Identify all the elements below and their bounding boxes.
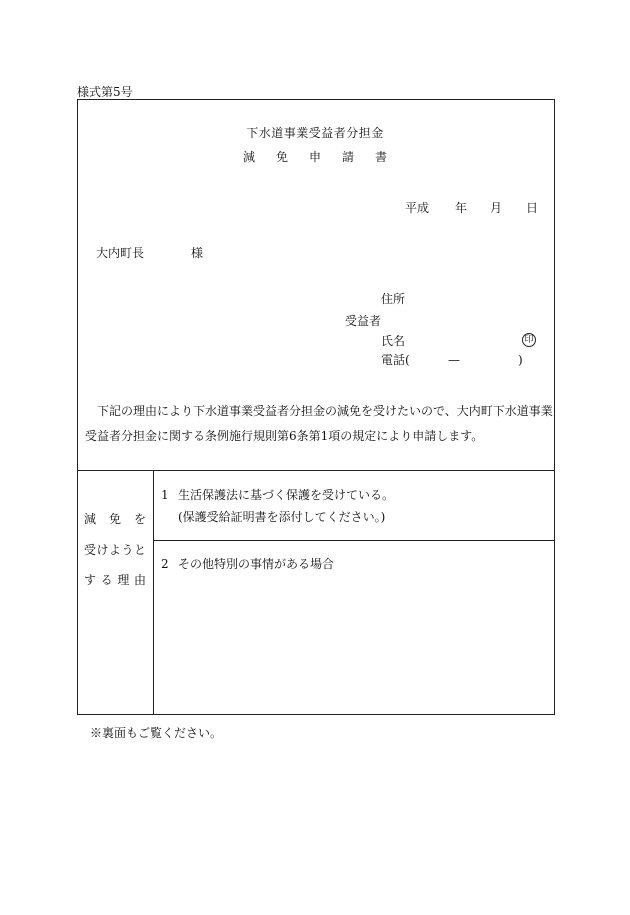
name-label: 氏名: [381, 334, 406, 348]
phone-label: 電話(: [381, 353, 410, 367]
reason-label-char: 免: [108, 512, 121, 526]
statement-line-2: 受益者分担金に関する条例施行規則第6条第1項の規定により申請します。: [85, 429, 484, 443]
reason-label-char: 受: [84, 543, 97, 557]
reason-label-char: る: [100, 573, 113, 587]
reason-label-char: 由: [133, 573, 146, 587]
reason-label-char: う: [121, 543, 134, 557]
request-statement: [85, 399, 555, 449]
statement-line-1: 下記の理由により下水道事業受益者分担金の減免を受けたいので、大内町下水道事業: [97, 404, 553, 418]
address-label: 住所: [381, 292, 406, 306]
reason-label-char: よ: [108, 543, 121, 557]
reason-1-note: (保護受給証明書を添付してください。): [178, 510, 386, 524]
reason-label-line-1: [84, 513, 146, 525]
reason-label-char: 理: [117, 573, 130, 587]
date-year: 年: [455, 201, 468, 215]
seal-icon: 印: [522, 333, 536, 347]
reason-1-number: 1: [161, 488, 169, 502]
addressee-name: 大内町長: [96, 246, 145, 260]
form-number: 様式第5号: [77, 85, 133, 99]
reason-2-text: その他特別の事情がある場合: [178, 557, 335, 571]
form-subtitle: 減免申請書: [242, 150, 408, 164]
form-title: 下水道事業受益者分担金: [246, 126, 384, 140]
reason-2-number: 2: [161, 557, 169, 571]
footnote: ※裏面もご覧ください。: [90, 726, 223, 740]
reason-label-line-3: [84, 574, 146, 586]
reason-label-char: す: [84, 573, 97, 587]
date-month: 月: [490, 201, 503, 215]
table-row-divider: [153, 540, 555, 541]
reason-label-char: け: [96, 543, 109, 557]
reason-label-char: 減: [84, 512, 97, 526]
reason-label-line-2: [84, 544, 146, 556]
reason-label-char: を: [133, 512, 146, 526]
table-top-border: [77, 470, 555, 471]
date-era: 平成: [405, 201, 430, 215]
phone-close: ): [518, 353, 523, 367]
addressee-honorific: 様: [191, 246, 204, 260]
table-column-divider: [153, 470, 154, 715]
date-day: 日: [526, 201, 539, 215]
reason-label-char: と: [133, 543, 146, 557]
reason-1-text: 生活保護法に基づく保護を受けている。: [178, 488, 395, 502]
phone-dash: —: [448, 353, 460, 367]
applicant-label: 受益者: [345, 314, 382, 328]
